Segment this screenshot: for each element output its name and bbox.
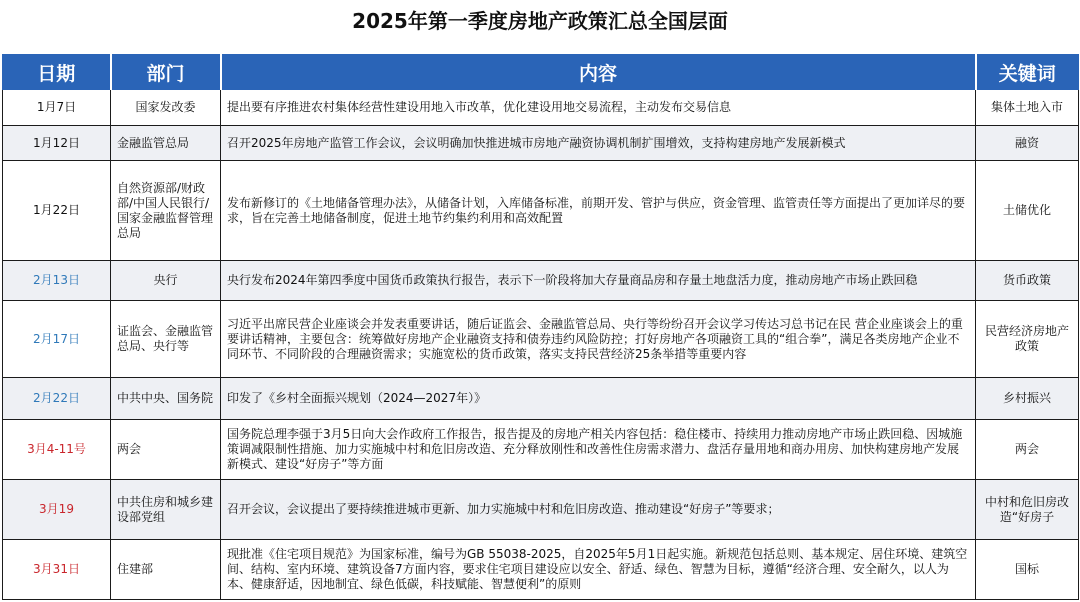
row-content: 召开2025年房地产监管工作会议，会议明确加快推进城市房地产融资协调机制扩围增效，支持构建房地产发展新模式 xyxy=(221,126,976,161)
row-date: 3月31日 xyxy=(3,540,111,600)
policy-table xyxy=(2,54,1079,600)
row-keyword: 中村和危旧房改造“好房子 xyxy=(976,480,1079,540)
page-title: 2025年第一季度房地产政策汇总全国层面 xyxy=(352,9,728,33)
row-content: 习近平出席民营企业座谈会并发表重要讲话，随后证监会、金融监管总局、央行等纷纷召开会议学习传达习总书记在民 营企业座谈会上的重要讲话精神，主要包含：统筹做好房地产企业融资支持和债券违约风险防控；打好房地产各项融资工具的“组合拳”，满足各类房地产企业不同环节、不同阶段的合理融资需求；实施宽松的货币政策，落实支持民营经济25条举措等重要内容 xyxy=(221,301,976,378)
row-dept: 中共中央、国务院 xyxy=(111,378,221,420)
row-content: 发布新修订的《土地储备管理办法》，从储备计划，入库储备标准，前期开发、管护与供应，资金管理、监管责任等方面提出了更加详尽的要求，旨在完善土地储备制度，促进土地节约集约利用和高效配置 xyxy=(221,161,976,261)
row-keyword: 国标 xyxy=(976,540,1079,600)
row-date: 1月22日 xyxy=(3,161,111,261)
row-content: 提出要有序推进农村集体经营性建设用地入市改革，优化建设用地交易流程，主动发布交易信息 xyxy=(221,90,976,126)
row-content: 印发了《乡村全面振兴规划（2024—2027年）》 xyxy=(221,378,976,420)
table-row xyxy=(3,420,1079,480)
header-dept: 部门 xyxy=(111,55,221,90)
row-dept: 自然资源部/财政部/中国人民银行/国家金融监督管理总局 xyxy=(111,161,221,261)
row-keyword: 货币政策 xyxy=(976,261,1079,301)
header-content: 内容 xyxy=(221,55,976,90)
table-row xyxy=(3,378,1079,420)
row-date: 2月17日 xyxy=(3,301,111,378)
row-keyword: 土储优化 xyxy=(976,161,1079,261)
row-date: 3月19 xyxy=(3,480,111,540)
row-dept: 两会 xyxy=(111,420,221,480)
row-content: 召开会议，会议提出了要持续推进城市更新、加力实施城中村和危旧房改造、推动建设“好房子”等要求； xyxy=(221,480,976,540)
row-date: 2月22日 xyxy=(3,378,111,420)
row-dept: 央行 xyxy=(111,261,221,301)
row-dept: 证监会、金融监管总局、央行等 xyxy=(111,301,221,378)
row-keyword: 乡村振兴 xyxy=(976,378,1079,420)
row-dept: 住建部 xyxy=(111,540,221,600)
table-row xyxy=(3,261,1079,301)
row-keyword: 两会 xyxy=(976,420,1079,480)
row-dept: 国家发改委 xyxy=(111,90,221,126)
table-row xyxy=(3,126,1079,161)
row-content: 现批准《住宅项目规范》为国家标准，编号为GB 55038-2025，自2025年5月1日起实施。新规范包括总则、基本规定、居住环境、建筑空间、结构、室内环境、建筑设备7方面内容，要求住宅项目建设应以安全、舒适、绿色、智慧为目标，遵循“经济合理、安全耐久，以人为本、健康舒适，因地制宜、绿色低碳，科技赋能、智慧便利”的原则 xyxy=(221,540,976,600)
row-keyword: 民营经济房地产政策 xyxy=(976,301,1079,378)
row-keyword: 融资 xyxy=(976,126,1079,161)
table-header-row xyxy=(3,55,1079,90)
row-date: 1月12日 xyxy=(3,126,111,161)
row-keyword: 集体土地入市 xyxy=(976,90,1079,126)
table-row xyxy=(3,301,1079,378)
row-content: 国务院总理李强于3月5日向大会作政府工作报告，报告提及的房地产相关内容包括：稳住楼市、持续用力推动房地产市场止跌回稳、因城施策调减限制性措施、加力实施城中村和危旧房改造、充分释放刚性和改善性住房需求潜力、盘活存量用地和商办用房、加快构建房地产发展新模式、建设“好房子”等方面 xyxy=(221,420,976,480)
row-date: 3月4-11号 xyxy=(3,420,111,480)
row-dept: 金融监管总局 xyxy=(111,126,221,161)
table-row xyxy=(3,161,1079,261)
header-date: 日期 xyxy=(3,55,111,90)
table-row xyxy=(3,480,1079,540)
row-dept: 中共住房和城乡建设部党组 xyxy=(111,480,221,540)
row-date: 2月13日 xyxy=(3,261,111,301)
header-keyword: 关键词 xyxy=(976,55,1079,90)
row-date: 1月7日 xyxy=(3,90,111,126)
table-row xyxy=(3,90,1079,126)
row-content: 央行发布2024年第四季度中国货币政策执行报告，表示下一阶段将加大存量商品房和存量土地盘活力度，推动房地产市场止跌回稳 xyxy=(221,261,976,301)
table-row xyxy=(3,540,1079,600)
